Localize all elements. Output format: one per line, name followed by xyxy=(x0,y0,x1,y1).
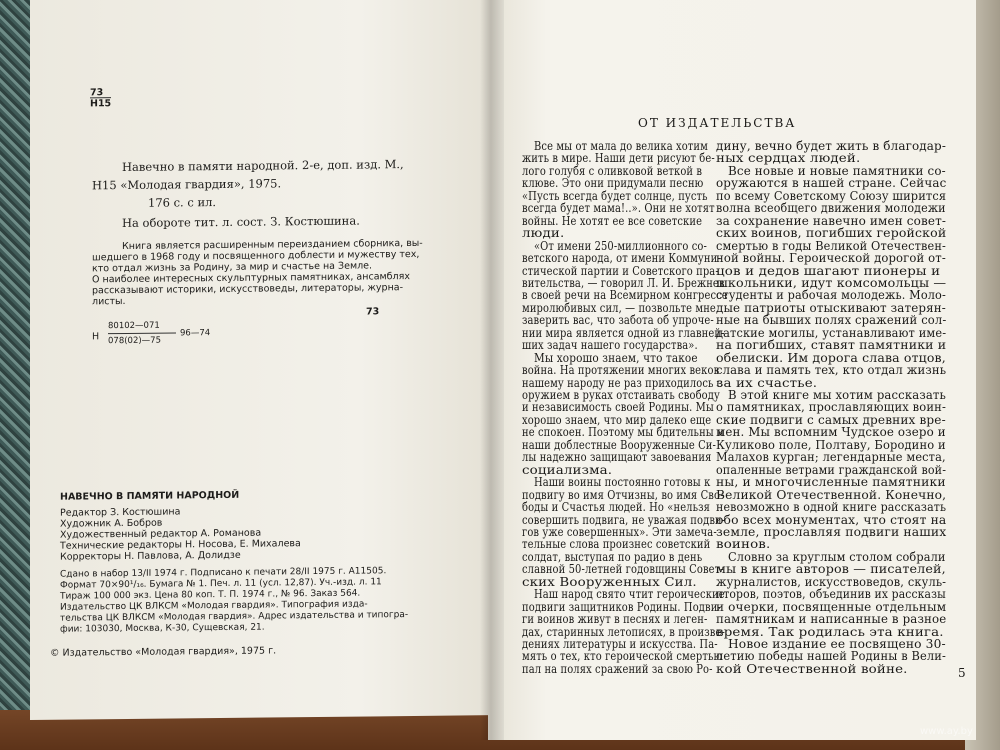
preface-line: Малахов курган; легендарные места, xyxy=(716,449,946,465)
preface-line: ной войны. Героической дорогой от- xyxy=(716,250,946,266)
bib-line-1: Навечно в памяти народной. 2-е, доп. изд. М., xyxy=(122,157,404,175)
preface-line: по всему Советскому Союзу ширится xyxy=(716,187,947,203)
preface-line: совершить подвига, не уважая подви- xyxy=(522,511,726,527)
copyright-line: © Издательство «Молодая гвардия», 1975 г. xyxy=(50,645,277,659)
annotation-line-1: Книга является расширенным переизданием сборника, вы- xyxy=(122,237,423,253)
preface-line: памятникам и написанные в разное xyxy=(716,611,947,627)
preface-line: датские могилы, устанавливают име- xyxy=(716,324,947,340)
annotation-line-4: О наиболее интересных скульптурных памятниках, ансамблях xyxy=(92,271,410,286)
preface-line: о памятниках, прославляющих воин- xyxy=(716,399,946,415)
preface-line: и независимость своей Родины. Мы xyxy=(522,399,714,415)
preface-line: в своей речи на Всемирном конгрессе xyxy=(522,287,728,303)
preface-line: дые патриоты отыскивают затерян- xyxy=(716,299,946,315)
preface-line: летию победы нашей Родины в Вели- xyxy=(716,648,947,664)
preface-line: воинов. xyxy=(716,536,771,552)
preface-line: пал на полях сражений за свою Ро- xyxy=(522,660,713,676)
print-detail-6: фии: 103030, Москва, К-30, Сущевская, 21. xyxy=(60,622,265,635)
print-detail-1: Сдано в набор 13/II 1974 г. Подписано к печати 28/II 1975 г. А11505. xyxy=(60,566,387,580)
annotation-line-6: листы. xyxy=(92,295,126,308)
preface-line: славной 50-летней годовщины Совет- xyxy=(522,561,724,577)
preface-line: оружием в руках отстаивать свободу xyxy=(522,387,720,402)
index-suffix: 96—74 xyxy=(180,328,211,339)
annotation-line-2: шедшего в 1968 году и посвященного доблести и мужеству тех, xyxy=(92,248,420,264)
credit-4: Технические редакторы Н. Носова, Е. Михалева xyxy=(60,538,301,552)
preface-line: войны. Не хотят ее все советские xyxy=(522,212,703,228)
print-detail-3: Тираж 100 000 экз. Цена 80 коп. Т. П. 1974 г., № 96. Заказ 564. xyxy=(60,588,361,602)
bib-line-4: На обороте тит. л. сост. З. Костюшина. xyxy=(122,213,360,231)
preface-line: невозможно в одной книге рассказать xyxy=(716,499,947,515)
print-detail-5: тельства ЦК ВЛКСМ «Молодая гвардия». Адрес издательства и типогра- xyxy=(60,610,409,624)
preface-line: гов уже совершенных». Эти замеча- xyxy=(522,523,717,539)
index-prefix: Н xyxy=(92,331,100,343)
credit-2: Художник А. Бобров xyxy=(60,517,163,530)
index-numerator: 80102—071 xyxy=(108,320,160,332)
preface-line: жить в мире. Наши дети рисуют бе- xyxy=(522,150,715,166)
preface-line: ветского народа, от имени Коммуни- xyxy=(522,250,721,266)
preface-line: ских воинов, погибших геройской xyxy=(716,225,947,241)
preface-line: журналистов, искусствоведов, скуль- xyxy=(716,573,947,589)
preface-line: заверить вас, что забота об упроче- xyxy=(522,312,714,328)
preface-line: Словно за круглым столом собрали xyxy=(728,548,946,564)
preface-line: студенты и рабочая молодежь. Моло- xyxy=(716,287,946,303)
preface-line: обелиски. Им дорога слава отцов, xyxy=(716,349,946,365)
preface-line: вительства, — говорил Л. И. Брежнев xyxy=(522,274,725,290)
class-code-bottom: Н15 xyxy=(90,98,112,110)
print-detail-4: Издательство ЦК ВЛКСМ «Молодая гвардия». Типография изда- xyxy=(60,599,368,613)
preface-line: ных сердцах людей. xyxy=(716,150,861,166)
print-detail-2: Формат 70×90¹/₁₆. Бумага № 1. Печ. л. 11 (усл. 12,87). Уч.-изд. л. 11 xyxy=(60,577,382,591)
bib-line-3: 176 с. с ил. xyxy=(148,195,217,210)
preface-line: за их счастье. xyxy=(716,374,818,390)
preface-line: оружаются в нашей стране. Сейчас xyxy=(716,175,947,191)
preface-line: Все новые и новые памятники со- xyxy=(728,162,946,178)
preface-line: дениях литературы и искусства. Па- xyxy=(522,636,718,651)
preface-line: хорошо знаем, что мир далеко еще xyxy=(522,411,712,427)
preface-line: В этой книге мы хотим рассказать xyxy=(728,387,946,402)
book-gutter-shadow xyxy=(480,0,504,740)
preface-line: тельные слова произнес советский xyxy=(522,536,711,552)
preface-line: на погибших, ставят памятники и xyxy=(716,337,947,353)
preface-line: смертью в годы Великой Отечествен- xyxy=(716,237,946,253)
preface-line: социализма. xyxy=(522,461,613,477)
preface-line: Наши воины постоянно готовы к xyxy=(534,474,711,490)
credit-1: Редактор З. Костюшина xyxy=(60,506,181,519)
preface-line: мен. Мы вспомним Чудское озеро и xyxy=(716,424,946,440)
preface-line: люди. xyxy=(522,225,565,241)
preface-line: Новое издание ее посвящено 30- xyxy=(728,636,946,651)
preface-line: миролюбивых сил, — позвольте мне xyxy=(522,299,716,315)
preface-line: Все мы от мала до велика хотим xyxy=(534,138,708,153)
preface-line: ные на бывших полях сражений сол- xyxy=(716,312,947,328)
preface-line: волна всеобщего движения молодежи xyxy=(716,200,946,216)
preface-line: время. Так родилась эта книга. xyxy=(716,623,944,639)
preface-line: «От имени 250-миллионного со- xyxy=(534,237,707,253)
preface-line: клюве. Это они придумали песню xyxy=(522,175,704,191)
credit-5: Корректоры Н. Павлова, А. Долидзе xyxy=(60,549,241,563)
preface-line: ших задач нашего государства». xyxy=(522,337,698,353)
left-page xyxy=(30,0,502,720)
preface-line: опаленные ветрами гражданской вой- xyxy=(716,461,947,477)
annotation-line-5: рассказывают историки, искусствоведы, литераторы, журна- xyxy=(92,282,404,297)
preface-line: дах, старинных летописях, в произве- xyxy=(522,623,725,639)
preface-line: Куликово поле, Полтаву, Бородино и xyxy=(716,436,946,452)
preface-line: цов и дедов шагают пионеры и xyxy=(716,262,941,278)
imprint-title: НАВЕЧНО В ПАМЯТИ НАРОДНОЙ xyxy=(60,489,240,503)
preface-line: земле, прославляя подвиги наших xyxy=(716,523,947,539)
preface-line: всегда будет мама!..». Они не хотят xyxy=(522,200,715,216)
preface-line: подвиги защитников Родины. Подви- xyxy=(522,598,721,614)
preface-line: лы надежно защищают завоевания xyxy=(522,449,712,465)
preface-line: стической партии и Советского пра- xyxy=(522,262,719,278)
preface-line: и очерки, посвященные отдельным xyxy=(716,598,947,614)
preface-line: мы в книге авторов — писателей, xyxy=(716,561,946,577)
index-fraction-line xyxy=(108,332,176,334)
preface-line: слава и память тех, кто отдал жизнь xyxy=(716,362,947,378)
right-page xyxy=(488,0,976,740)
preface-line: наши доблестные Вооруженные Си- xyxy=(522,436,717,452)
preface-line: обо всех монументах, что стоят на xyxy=(716,511,947,527)
preface-line: не спокоен. Поэтому мы бдительны и xyxy=(522,424,724,440)
preface-line: боды и Счастья людей. Но «нельзя xyxy=(522,499,711,515)
preface-line: нашему народу не раз приходилось с xyxy=(522,374,723,390)
preface-line: ские подвиги с самых древних вре- xyxy=(716,411,946,427)
class-code-right: 73 xyxy=(366,306,380,318)
page-number: 5 xyxy=(958,666,966,680)
preface-line: солдат, выступая по радио в день xyxy=(522,548,703,564)
preface-line: школьники, идут комсомольцы — xyxy=(716,274,947,290)
watermark: www.ay.by xyxy=(920,726,973,737)
preface-line: война. На протяжении многих веков xyxy=(522,362,720,378)
preface-line: «Пусть всегда будет солнце, пусть xyxy=(522,187,708,203)
preface-line: ских Вооруженных Сил. xyxy=(522,573,697,589)
preface-line: за сохранение навечно имен совет- xyxy=(716,212,947,228)
preface-line: Великой Отечественной. Конечно, xyxy=(716,486,947,502)
bib-line-2: Н15 «Молодая гвардия», 1975. xyxy=(92,176,282,193)
preface-line: лого голубя с оливковой веткой в xyxy=(522,162,703,178)
credit-3: Художественный редактор А. Романова xyxy=(60,527,262,541)
preface-line: Наш народ свято чтит героические xyxy=(534,586,725,602)
preface-line: подвигу во имя Отчизны, во имя Сво- xyxy=(522,486,724,502)
index-denominator: 078(02)—75 xyxy=(108,335,161,347)
preface-line: ны, и многочисленные памятники xyxy=(716,474,946,490)
preface-line: пторов, поэтов, объединив их рассказы xyxy=(716,586,946,602)
preface-line: дину, вечно будет жить в благодар- xyxy=(716,138,946,153)
preface-heading: ОТ ИЗДАТЕЛЬСТВА xyxy=(638,116,797,130)
preface-line: Мы хорошо знаем, что такое xyxy=(534,349,698,365)
preface-line: мять о тех, кто героической смертью xyxy=(522,648,723,664)
class-code-top: 73 xyxy=(90,87,104,99)
preface-line: ги воинов живут в песнях и леген- xyxy=(522,611,708,627)
annotation-line-3: кто отдал жизнь за Родину, за мир и счастье на Земле. xyxy=(92,260,373,275)
preface-line: кой Отечественной войне. xyxy=(716,660,908,676)
preface-line: нии мира является одной из главней- xyxy=(522,324,725,340)
